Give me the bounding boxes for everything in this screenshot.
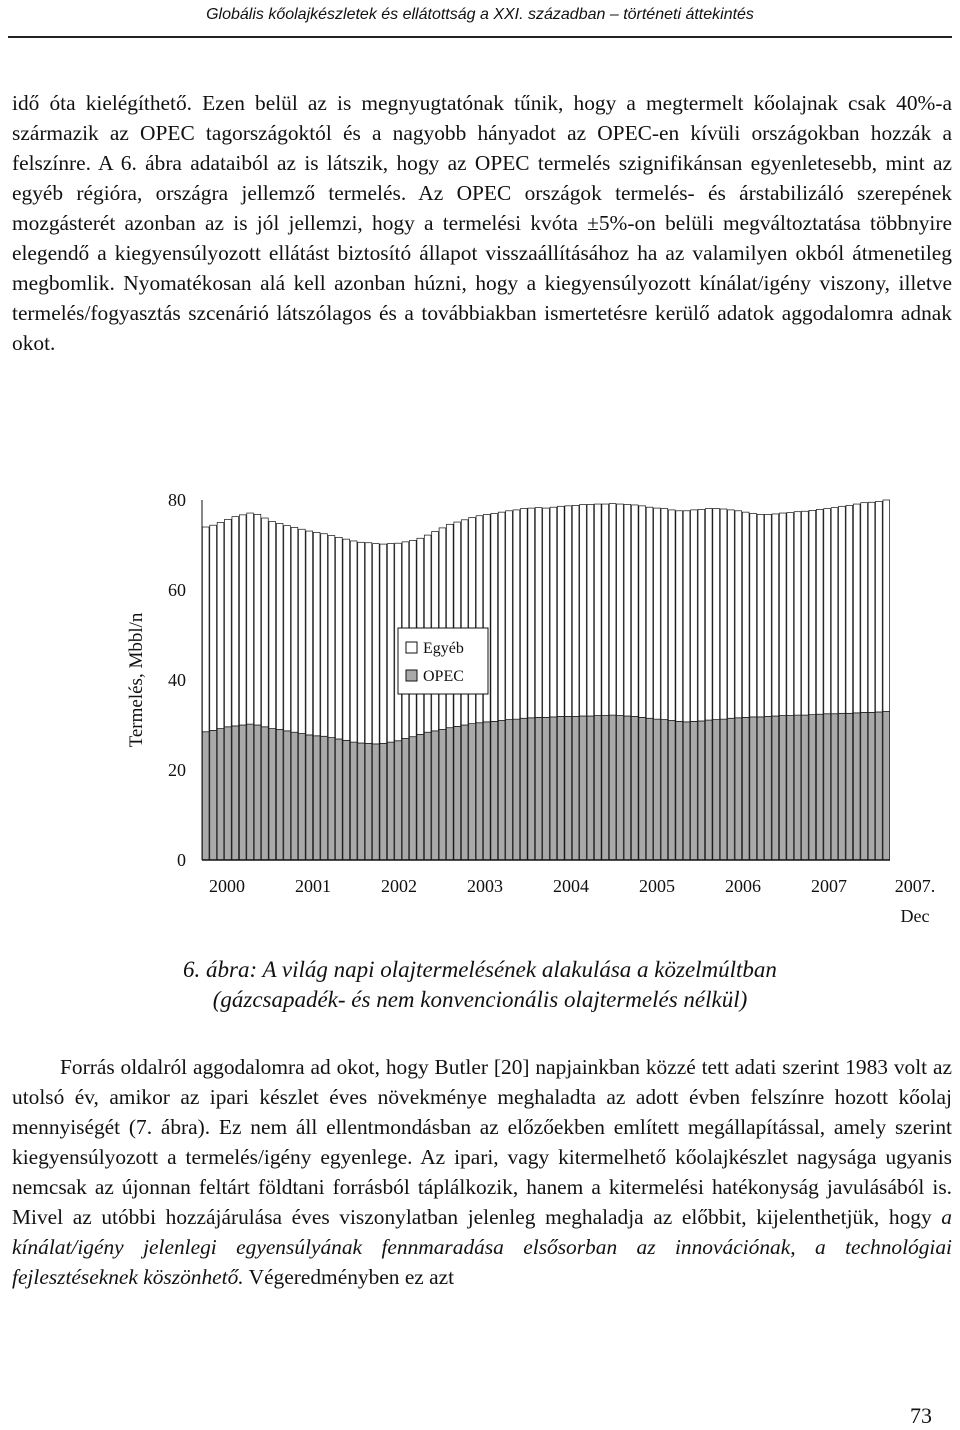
y-tick-label: 60	[168, 580, 186, 600]
bar-opec	[698, 721, 705, 860]
bar-opec	[624, 716, 631, 860]
bar-egyeb	[343, 539, 350, 740]
bar-egyeb	[742, 512, 749, 717]
legend-swatch	[406, 670, 417, 681]
bar-opec	[454, 726, 461, 860]
y-tick-label: 0	[177, 850, 186, 870]
bar-opec	[358, 743, 365, 860]
x-tick-label: 2001	[295, 876, 331, 896]
bar-opec	[868, 712, 875, 860]
bar-egyeb	[373, 544, 380, 744]
bar-opec	[609, 715, 616, 860]
y-tick-label: 80	[168, 490, 186, 510]
bar-opec	[476, 723, 483, 860]
bar-opec	[254, 725, 261, 860]
emphasized-text: a kínálat/igény jelenlegi egyensúlyának fennmaradása elsősorban az innovációnak, a technológiai fejlesztéseknek köszönhető.	[12, 1205, 952, 1289]
bar-opec	[506, 720, 513, 860]
y-tick-label: 40	[168, 670, 186, 690]
bar-egyeb	[772, 514, 779, 716]
bar-egyeb	[269, 522, 276, 729]
bar-egyeb	[528, 508, 535, 718]
bar-egyeb	[557, 506, 564, 716]
bar-egyeb	[779, 513, 786, 716]
page-number: 73	[910, 1403, 932, 1428]
bar-opec	[876, 712, 883, 860]
bar-egyeb	[506, 511, 513, 720]
bar-egyeb	[454, 522, 461, 726]
figure-label: 6. ábra:	[183, 957, 258, 982]
bar-opec	[846, 713, 853, 860]
y-axis-label: Termelés, Mbbl/n	[126, 612, 147, 748]
bar-egyeb	[794, 512, 801, 715]
x-tick-label: 2006	[725, 876, 761, 896]
bar-opec	[410, 737, 417, 860]
bar-egyeb	[550, 507, 557, 717]
bar-opec	[498, 721, 505, 861]
bar-egyeb	[728, 510, 735, 718]
running-title: Globális kőolajkészletek és ellátottság a XXI. században – történeti áttekintés	[206, 6, 754, 23]
bar-egyeb	[284, 526, 291, 731]
bar-opec	[225, 727, 232, 860]
bar-egyeb	[239, 515, 246, 725]
bar-opec	[705, 720, 712, 860]
bar-egyeb	[202, 527, 209, 732]
bar-egyeb	[299, 529, 306, 733]
legend-swatch	[406, 642, 417, 653]
bar-opec	[883, 712, 890, 861]
bar-opec	[513, 719, 520, 860]
bar-opec	[276, 730, 283, 861]
bar-opec	[587, 716, 594, 860]
bar-egyeb	[661, 509, 668, 720]
bar-egyeb	[787, 513, 794, 716]
bar-opec	[779, 716, 786, 860]
x-tick-label: 2007	[811, 876, 847, 896]
bar-opec	[232, 726, 239, 860]
bar-opec	[839, 713, 846, 860]
bar-egyeb	[868, 502, 875, 712]
bar-egyeb	[513, 510, 520, 719]
bar-opec	[713, 720, 720, 860]
bar-opec	[373, 744, 380, 860]
bar-opec	[765, 716, 772, 860]
bar-opec	[432, 731, 439, 860]
bar-opec	[631, 716, 638, 860]
bar-egyeb	[713, 509, 720, 720]
bar-opec	[831, 714, 838, 860]
bar-opec	[654, 719, 661, 860]
bar-egyeb	[876, 501, 883, 712]
bar-opec	[387, 742, 394, 860]
bar-egyeb	[313, 532, 320, 735]
paragraph-text: Forrás oldalról aggodalomra ad okot, hogy Butler [20] napjainkban közzé tett adati szerint 1983 volt az utolsó év, amikor az ipari készlet éves növekménye meghaladta az adott évben felszínre hozott kőolaj mennyiségét (7. ábra). Ez nem áll ellentmondásban az előzőekben említett megállapítással, amely szerint kiegyensúlyozott a termelés/igény egyenlege. Az ipari, vagy kitermelhető kőolajkészlet nagysága ugyanis nemcsak az újonnan feltárt földtani forrásból táplálkozik, hanem a kitermelési hatékonyság javulásából is. Mivel az utóbbi hozzájárulása éves viszonylatban jelenleg meghaladja az előbbit, kijelenthetjük, hogy	[12, 1055, 952, 1229]
bar-egyeb	[609, 504, 616, 715]
bar-egyeb	[580, 505, 587, 717]
bar-egyeb	[572, 505, 579, 716]
bar-opec	[772, 716, 779, 860]
bar-egyeb	[594, 504, 601, 716]
bar-opec	[321, 736, 328, 860]
bar-egyeb	[387, 544, 394, 742]
bar-opec	[291, 732, 298, 860]
bar-egyeb	[853, 504, 860, 713]
figure-caption-line-2: (gázcsapadék- és nem konvencionális olajtermelés nélkül)	[212, 987, 748, 1012]
bar-egyeb	[225, 519, 232, 726]
bar-opec	[491, 721, 498, 860]
bar-opec	[602, 716, 609, 860]
bar-egyeb	[698, 509, 705, 721]
bar-egyeb	[321, 534, 328, 737]
bar-opec	[210, 730, 217, 860]
bar-opec	[757, 717, 764, 860]
bar-egyeb	[336, 537, 343, 739]
bar-egyeb	[232, 517, 239, 726]
bar-opec	[661, 720, 668, 860]
bar-egyeb	[824, 509, 831, 714]
paragraph-text-end: Végeredményben ez azt	[243, 1265, 455, 1289]
bar-opec	[816, 714, 823, 860]
bar-opec	[750, 717, 757, 860]
bar-egyeb	[217, 523, 224, 729]
bar-opec	[446, 728, 453, 860]
bar-egyeb	[276, 523, 283, 729]
bar-egyeb	[365, 543, 372, 744]
x-tick-label: 2005	[639, 876, 675, 896]
bar-opec	[284, 731, 291, 860]
bar-egyeb	[254, 514, 261, 725]
bar-egyeb	[802, 511, 809, 715]
bar-egyeb	[631, 505, 638, 717]
bar-egyeb	[210, 525, 217, 730]
bar-egyeb	[587, 505, 594, 717]
bar-egyeb	[668, 510, 675, 721]
bar-egyeb	[809, 510, 816, 714]
bar-egyeb	[380, 544, 387, 743]
bar-opec	[217, 729, 224, 860]
bar-opec	[557, 716, 564, 860]
bar-opec	[676, 721, 683, 860]
bar-egyeb	[735, 511, 742, 718]
bar-opec	[550, 717, 557, 860]
bar-opec	[313, 736, 320, 860]
bar-opec	[646, 718, 653, 860]
bar-opec	[572, 716, 579, 860]
bar-opec	[742, 717, 749, 860]
bar-egyeb	[750, 514, 757, 717]
bar-opec	[395, 741, 402, 860]
bar-opec	[528, 718, 535, 860]
bar-egyeb	[639, 506, 646, 717]
production-chart	[120, 480, 936, 940]
bar-opec	[691, 721, 698, 860]
bar-egyeb	[262, 518, 269, 727]
bar-egyeb	[358, 542, 365, 743]
bar-opec	[239, 725, 246, 860]
bar-opec	[336, 739, 343, 860]
bar-opec	[720, 719, 727, 860]
bar-opec	[343, 740, 350, 860]
bar-opec	[853, 713, 860, 860]
bar-opec	[202, 732, 209, 860]
bar-egyeb	[839, 506, 846, 713]
bar-opec	[461, 725, 468, 860]
bar-egyeb	[654, 508, 661, 719]
bar-egyeb	[446, 524, 453, 727]
bar-opec	[417, 734, 424, 860]
bar-egyeb	[491, 514, 498, 722]
bar-egyeb	[565, 506, 572, 717]
bar-opec	[520, 718, 527, 860]
bar-egyeb	[624, 505, 631, 717]
bar-opec	[809, 715, 816, 860]
bar-egyeb	[646, 507, 653, 718]
bar-opec	[580, 716, 587, 860]
bar-opec	[594, 716, 601, 860]
bar-egyeb	[498, 512, 505, 720]
x-tick-label: 2004	[553, 876, 589, 896]
bar-egyeb	[602, 504, 609, 716]
x-tick-label: 2007.	[894, 876, 936, 896]
y-tick-label: 20	[168, 760, 186, 780]
bar-opec	[299, 734, 306, 860]
legend-label: OPEC	[423, 668, 464, 685]
x-tick-label: Dec	[900, 906, 930, 926]
bar-opec	[543, 717, 550, 860]
bar-opec	[269, 729, 276, 860]
x-tick-label: 2002	[381, 876, 417, 896]
bar-opec	[328, 738, 335, 860]
bar-egyeb	[520, 509, 527, 719]
body-paragraph-1: idő óta kielégíthető. Ezen belül az is megnyugtatónak tűnik, hogy a megtermelt kőolajnak csak 40%-a származik az OPEC tagországoktól és a nagyobb hányadot az OPEC-en kívüli országokban hozzák a felszínre. A 6. ábra adataiból az is látszik, hogy az OPEC termelés szignifikánsan egyenletesebb, mint az egyéb régióra, országra jellemző termelés. Az OPEC országok termelés- és árstabilizáló szerepének mozgásterét azonban az is jól jellemzi, hogy a termelési kvóta ±5%-on belüli megváltoztatása többnyire elegendő a kiegyensúlyozott ellátást biztosító állapot visszaállításához ha az valamilyen okból átmenetileg megbomlik. Nyomatékosan alá kell azonban húzni, hogy a kiegyensúlyozott kínálat/igény viszony, illetve termelés/fogyasztás szcenárió látszólagos és a továbbiakban ismertetésre kerülő adatok aggodalomra adnak okot.	[12, 91, 952, 355]
bar-opec	[617, 716, 624, 860]
bar-opec	[535, 717, 542, 860]
bar-opec	[668, 721, 675, 861]
x-tick-label: 2000	[209, 876, 245, 896]
bar-egyeb	[543, 508, 550, 717]
bar-egyeb	[720, 509, 727, 719]
bar-egyeb	[328, 536, 335, 738]
figure-title: A világ napi olajtermelésének alakulása a közelmúltban	[257, 957, 777, 982]
bar-egyeb	[247, 513, 254, 724]
bar-opec	[439, 730, 446, 861]
bar-opec	[380, 743, 387, 860]
bar-egyeb	[350, 541, 357, 742]
bar-egyeb	[765, 514, 772, 716]
bar-egyeb	[846, 505, 853, 713]
bar-opec	[824, 714, 831, 860]
bar-opec	[483, 722, 490, 860]
bar-egyeb	[676, 511, 683, 722]
bar-opec	[861, 712, 868, 860]
bar-opec	[306, 735, 313, 860]
bar-egyeb	[757, 514, 764, 717]
bar-opec	[262, 727, 269, 860]
bar-egyeb	[535, 508, 542, 718]
bar-opec	[247, 724, 254, 860]
bar-egyeb	[291, 527, 298, 732]
bar-opec	[794, 715, 801, 860]
bar-opec	[787, 716, 794, 860]
bar-egyeb	[691, 510, 698, 722]
legend-label: Egyéb	[423, 640, 464, 657]
bar-egyeb	[617, 504, 624, 716]
bar-opec	[735, 718, 742, 860]
bar-egyeb	[883, 500, 890, 712]
bar-egyeb	[831, 508, 838, 714]
bar-opec	[639, 717, 646, 860]
bar-opec	[469, 724, 476, 860]
bar-egyeb	[861, 503, 868, 713]
bar-egyeb	[683, 511, 690, 722]
page-header	[0, 0, 960, 40]
figure-caption-line-1	[0, 955, 960, 985]
bar-opec	[728, 718, 735, 860]
bar-egyeb	[705, 509, 712, 721]
bar-opec	[350, 742, 357, 860]
bar-opec	[565, 716, 572, 860]
bar-opec	[802, 715, 809, 860]
bar-egyeb	[306, 531, 313, 735]
bar-opec	[365, 743, 372, 860]
bar-opec	[402, 739, 409, 861]
bar-opec	[424, 732, 431, 860]
x-tick-label: 2003	[467, 876, 503, 896]
bar-opec	[683, 722, 690, 860]
header-rule	[8, 36, 952, 38]
bar-egyeb	[816, 509, 823, 714]
body-paragraph-2	[12, 1052, 952, 1292]
